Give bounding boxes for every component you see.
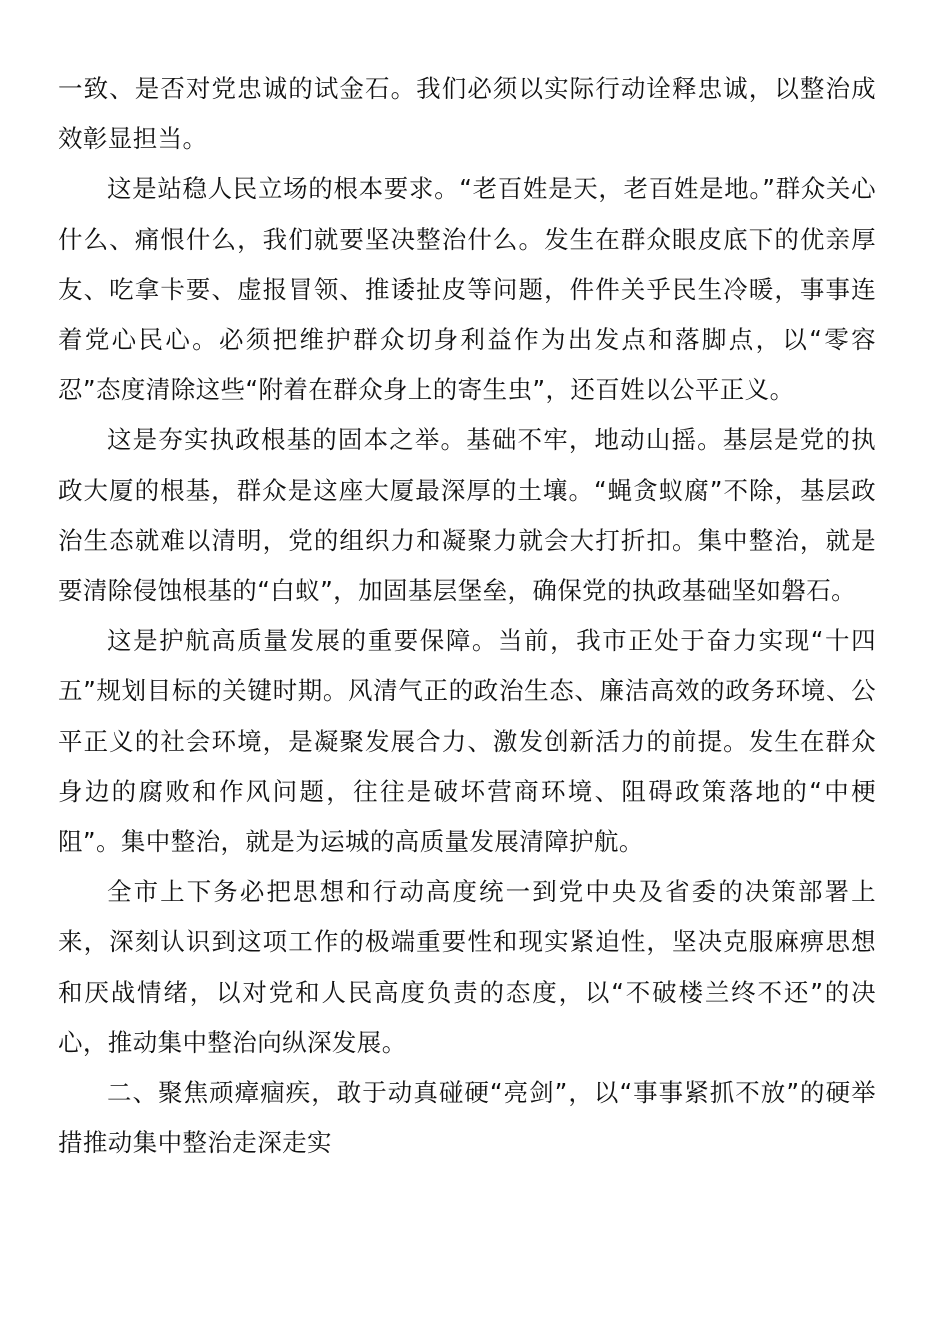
document-body [58, 64, 876, 1168]
paragraph-city-wide-unity: 全市上下务必把思想和行动高度统一到党中央及省委的决策部署上来，深刻认识到这项工作的极端重要性和现实紧迫性，坚决克服麻痹思想和厌战情绪，以对党和人民高度负责的态度，以“不破楼兰终不还”的决心，推动集中整治向纵深发展。 [58, 877, 876, 1057]
paragraph-high-quality-development: 这是护航高质量发展的重要保障。当前，我市正处于奋力实现“十四五”规划目标的关键时期。风清气正的政治生态、廉洁高效的政务环境、公平正义的社会环境，是凝聚发展合力、激发创新活力的前提。发生在群众身边的腐败和作风问题，往往是破坏营商环境、阻碍政策落地的“中梗阻”。集中整治，就是为运城的高质量发展清障护航。 [58, 626, 876, 857]
section-heading-two: 二、聚焦顽瘴痼疾，敢于动真碰硬“亮剑”，以“事事紧抓不放”的硬举措推动集中整治走深走实 [58, 1078, 876, 1158]
paragraph-people-stance: 这是站稳人民立场的根本要求。“老百姓是天，老百姓是地。”群众关心什么、痛恨什么，我们就要坚决整治什么。发生在群众眼皮底下的优亲厚友、吃拿卡要、虚报冒领、推诿扯皮等问题，件件关乎民生冷暖，事事连着党心民心。必须把维护群众切身利益作为出发点和落脚点，以“零容忍”态度清除这些“附着在群众身上的寄生虫”，还百姓以公平正义。 [58, 174, 876, 405]
paragraph-governance-foundation: 这是夯实执政根基的固本之举。基础不牢，地动山摇。基层是党的执政大厦的根基，群众是这座大厦最深厚的土壤。“蝇贪蚁腐”不除，基层政治生态就难以清明，党的组织力和凝聚力就会大打折扣。集中整治，就是要清除侵蚀根基的“白蚁”，加固基层堡垒，确保党的执政基础坚如磐石。 [58, 425, 876, 606]
paragraph-continuation: 一致、是否对党忠诚的试金石。我们必须以实际行动诠释忠诚，以整治成效彰显担当。 [58, 74, 876, 154]
